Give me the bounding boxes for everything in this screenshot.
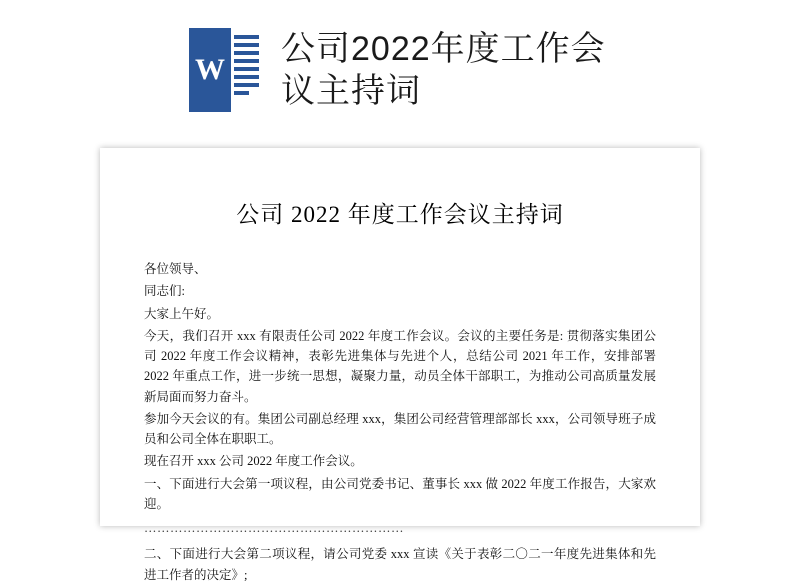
word-icon-lines	[231, 28, 263, 112]
preview-header	[0, 0, 800, 140]
document-body	[144, 259, 656, 585]
word-icon-line	[234, 35, 259, 39]
word-document-icon	[189, 28, 263, 112]
page-title: 公司2022年度工作会议主持词	[281, 29, 606, 110]
word-icon-line	[234, 43, 259, 47]
document-paragraph: 一、下面进行大会第一项议程，由公司党委书记、董事长 xxx 做 2022 年度工作报告，大家欢迎。	[144, 476, 656, 511]
document-paragraph: 各位领导、	[144, 262, 207, 276]
document-paragraph: 大家上午好。	[144, 306, 220, 321]
document-paragraph: 参加今天会议的有。集团公司副总经理 xxx，集团公司经营管理部部长 xxx，公司领导班子成员和公司全体在职职工。	[144, 411, 656, 446]
word-icon-line	[234, 67, 259, 71]
document-paragraph: 今天，我们召开 xxx 有限责任公司 2022 年度工作会议。会议的主要任务是: 贯彻落实集团公司 2022 年度工作会议精神，表彰先进集体与先进个人，总结公司 2021 年工作，安排部署 2022 年重点工作，进一步统一思想，凝聚力量，动员全体干部职工，为推动公司高质量发展新局面而努力奋斗。	[144, 328, 656, 404]
word-icon-line	[234, 83, 259, 87]
word-icon-line	[234, 59, 259, 63]
word-icon-line	[234, 91, 249, 95]
word-icon-line	[234, 75, 259, 79]
document-separator: ……………………………………………………	[144, 521, 404, 535]
document-title: 公司 2022 年度工作会议主持词	[236, 202, 564, 227]
document-paragraph: 同志们:	[144, 284, 185, 299]
document-paragraph: 二、下面进行大会第二项议程，请公司党委 xxx 宣读《关于表彰二〇二一年度先进集体和先进工作者的决定》;	[144, 547, 656, 582]
word-icon-letter: W	[195, 53, 225, 86]
header-inner	[189, 28, 611, 113]
document-sheet	[100, 148, 700, 582]
document-paragraph: 现在召开 xxx 公司 2022 年度工作会议。	[144, 454, 363, 469]
word-icon-line	[234, 51, 259, 55]
